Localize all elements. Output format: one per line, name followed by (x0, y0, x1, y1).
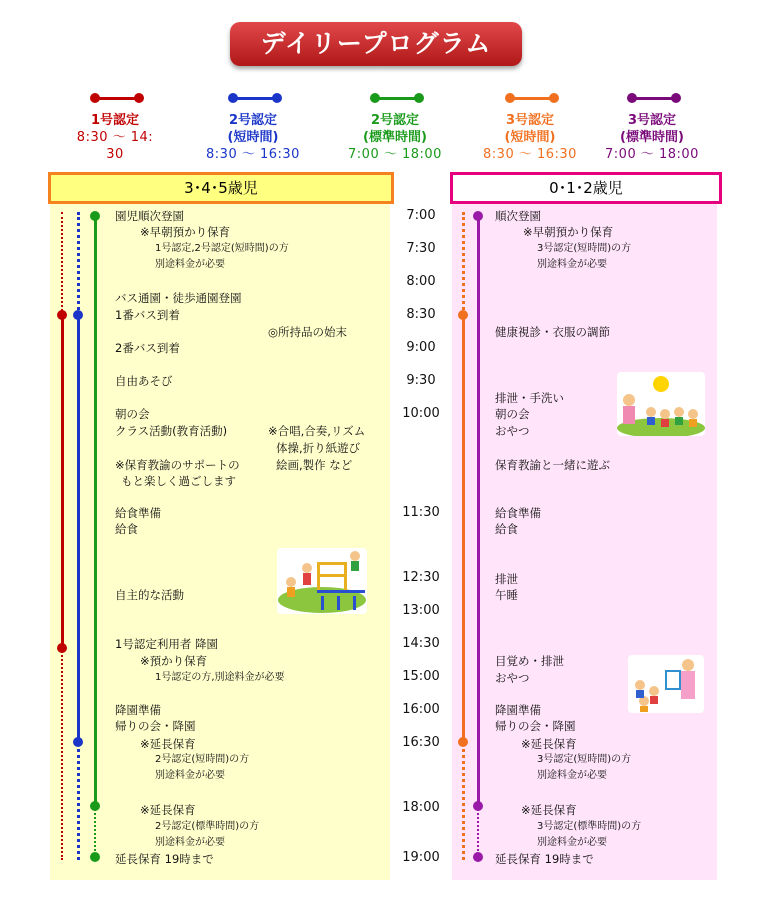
left-header: 3･4･5歳児 (48, 172, 394, 204)
activity-note: 別途料金が必要 (537, 837, 607, 848)
page-title: デイリープログラム (230, 22, 522, 66)
time-label: 15:00 (402, 669, 440, 684)
activity-note: もと楽しく過ごします (121, 474, 236, 488)
activity: 保育教諭と一緒に遊ぶ (495, 458, 610, 472)
line-4-dotted-bottom (462, 742, 465, 860)
activity: 健康視診・衣服の調節 (495, 325, 610, 339)
activity-note: ※早朝預かり保育 (140, 225, 231, 239)
activity: 給食準備 (115, 506, 161, 520)
time-label: 7:30 (406, 241, 436, 256)
marker-dot (73, 737, 83, 747)
line-1 (61, 315, 64, 648)
line-1-dotted-bottom (61, 648, 63, 860)
activity-note: ※延長保育 (140, 737, 196, 751)
activity: 2番バス到着 (115, 341, 180, 355)
legend-line-5 (597, 92, 707, 108)
activity-note: 2号認定(短時間)の方 (155, 754, 250, 765)
activity-note: 絵画,製作 など (276, 458, 353, 472)
time-label: 19:00 (402, 850, 440, 865)
marker-dot (57, 643, 67, 653)
legend-item-2: 2号認定 (短時間) 8:30 ～ 16:30 (206, 113, 300, 162)
activity: 帰りの会・降園 (115, 719, 196, 733)
activity-note: 別途料金が必要 (537, 259, 607, 270)
line-2-dotted-top (77, 212, 80, 315)
line-4 (462, 315, 465, 742)
time-label: 8:00 (406, 274, 436, 289)
legend-item-5: 3号認定 (標準時間) 7:00 ～ 18:00 (605, 113, 699, 162)
activity-note: 別途料金が必要 (155, 770, 225, 781)
line-1-dotted-top (61, 212, 63, 315)
time-label: 9:30 (406, 373, 436, 388)
activity-note: 3号認定(短時間)の方 (537, 243, 632, 254)
line-2-dotted-bottom (77, 742, 80, 860)
activity-note: 体操,折り紙遊び (276, 441, 361, 455)
activity-note: 1号認定の方,別途料金が必要 (155, 672, 285, 683)
marker-dot (73, 310, 83, 320)
marker-dot (458, 310, 468, 320)
time-label: 13:00 (402, 603, 440, 618)
activity: 給食準備 (495, 506, 541, 520)
playground-illustration (277, 548, 367, 614)
activity: 順次登園 (495, 209, 541, 223)
legend-item-3: 2号認定 (標準時間) 7:00 ～ 18:00 (348, 113, 442, 162)
time-label: 16:00 (402, 702, 440, 717)
legend-item-1: 1号認定 8:30 ～ 14: 30 (76, 113, 154, 162)
activity: 午睡 (495, 588, 518, 602)
activity-note: 3号認定(短時間)の方 (537, 754, 632, 765)
activity: 給食 (495, 522, 518, 536)
activity: 朝の会 (495, 407, 530, 421)
activity: 園児順次登園 (115, 209, 184, 223)
time-label: 11:30 (402, 505, 440, 520)
activity-note: ※保育教諭のサポートの (115, 458, 240, 472)
activity: 目覚め・排泄 (495, 654, 564, 668)
legend-line-1 (60, 92, 170, 108)
activity: 降園準備 (115, 703, 161, 717)
line-3-dotted-bottom (94, 806, 96, 858)
activity-note: 1号認定,2号認定(短時間)の方 (155, 243, 289, 254)
marker-dot (473, 852, 483, 862)
time-label: 18:00 (402, 800, 440, 815)
legend-line-3 (340, 92, 450, 108)
marker-dot (90, 801, 100, 811)
activity: 1号認定利用者 降園 (115, 637, 218, 651)
time-label: 9:00 (406, 340, 436, 355)
line-3 (94, 216, 97, 806)
activity-note: ◎所持品の始末 (268, 325, 348, 339)
activity-note: ※延長保育 (521, 737, 577, 751)
marker-dot (473, 801, 483, 811)
activity-note: ※預かり保育 (140, 654, 208, 668)
activity: 給食 (115, 522, 138, 536)
activity-note: ※合唱,合奏,リズム (268, 424, 366, 438)
legend-item-4: 3号認定 (短時間) 8:30 ～ 16:30 (483, 113, 577, 162)
time-label: 7:00 (406, 208, 436, 223)
activity: おやつ (495, 671, 530, 685)
activity-note: ※延長保育 (140, 803, 196, 817)
activity: 排泄・手洗い (495, 391, 564, 405)
time-label: 14:30 (402, 636, 440, 651)
time-label: 16:30 (402, 735, 440, 750)
legend-line-4 (475, 92, 585, 108)
activity: 延長保育 19時まで (495, 852, 594, 866)
activity: 自主的な活動 (115, 588, 184, 602)
time-label: 12:30 (402, 570, 440, 585)
activity-note: ※早朝預かり保育 (523, 225, 614, 239)
activity-note: 3号認定(標準時間)の方 (537, 821, 642, 832)
line-5-dotted-bottom (477, 806, 479, 858)
activity: 帰りの会・降園 (495, 719, 576, 733)
activity-note: 別途料金が必要 (155, 259, 225, 270)
marker-dot (90, 211, 100, 221)
right-header: 0･1･2歳児 (450, 172, 722, 204)
activity: おやつ (495, 424, 530, 438)
marker-dot (57, 310, 67, 320)
legend-line-2 (198, 92, 308, 108)
activity-note: 2号認定(標準時間)の方 (155, 821, 260, 832)
line-5 (477, 216, 480, 806)
activity: 排泄 (495, 572, 518, 586)
activity: バス通園・徒歩通園登園 (115, 291, 242, 305)
marker-dot (473, 211, 483, 221)
activity: 降園準備 (495, 703, 541, 717)
activity-note: 別途料金が必要 (155, 837, 225, 848)
morning-activity-illustration (617, 372, 705, 436)
activity: 自由あそび (115, 374, 173, 388)
time-label: 10:00 (402, 406, 440, 421)
activity: 1番バス到着 (115, 308, 180, 322)
activity-note: ※延長保育 (521, 803, 577, 817)
activity: クラス活動(教育活動) (115, 424, 228, 438)
time-label: 8:30 (406, 307, 436, 322)
marker-dot (90, 852, 100, 862)
line-4-dotted-top (462, 212, 465, 315)
line-2 (77, 315, 80, 742)
marker-dot (458, 737, 468, 747)
snack-time-illustration (628, 655, 704, 713)
activity: 延長保育 19時まで (115, 852, 214, 866)
activity: 朝の会 (115, 407, 150, 421)
activity-note: 別途料金が必要 (537, 770, 607, 781)
